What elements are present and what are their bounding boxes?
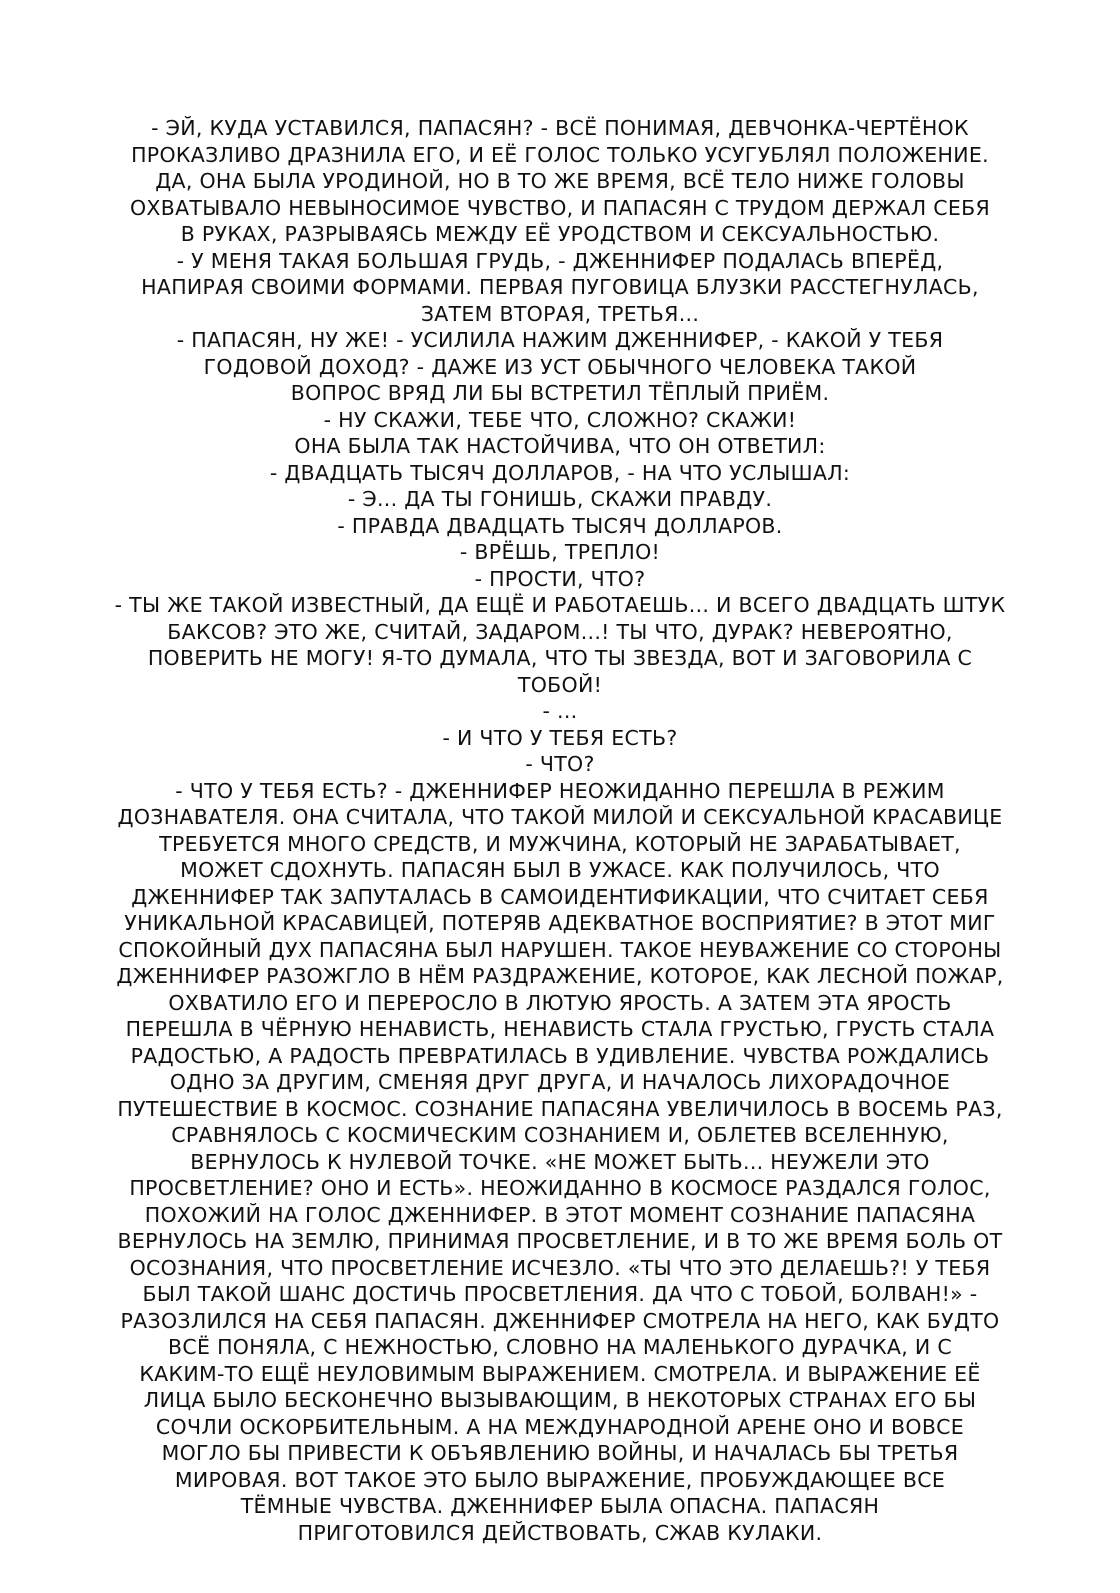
text-line: УНИКАЛЬНОЙ КРАСАВИЦЕЙ, ПОТЕРЯВ АДЕКВАТНОЕ ВОСПРИЯТИЕ? В ЭТОТ МИГ xyxy=(124,911,996,935)
text-line: ОХВАТИЛО ЕГО И ПЕРЕРОСЛО В ЛЮТУЮ ЯРОСТЬ. А ЗАТЕМ ЭТА ЯРОСТЬ xyxy=(168,990,952,1015)
text-line: ПУТЕШЕСТВИЕ В КОСМОС. СОЗНАНИЕ ПАПАСЯНА УВЕЛИЧИЛОСЬ В ВОСЕМЬ РАЗ, xyxy=(117,1096,1003,1121)
text-line: - У МЕНЯ ТАКАЯ БОЛЬШАЯ ГРУДЬ, - ДЖЕННИФЕР ПОДАЛАСЬ ВПЕРЁД, xyxy=(176,248,944,273)
text-line: МИРОВАЯ. ВОТ ТАКОЕ ЭТО БЫЛО ВЫРАЖЕНИЕ, ПРОБУЖДАЮЩЕЕ ВСЕ xyxy=(174,1467,946,1492)
text-line: - ТЫ ЖЕ ТАКОЙ ИЗВЕСТНЫЙ, ДА ЕЩЁ И РАБОТАЕШЬ... И ВСЕГО ДВАДЦАТЬ ШТУК xyxy=(114,593,1006,617)
text-line: - ЭЙ, КУДА УСТАВИЛСЯ, ПАПАСЯН? - ВСЁ ПОНИМАЯ, ДЕВЧОНКА-ЧЕРТЁНОК xyxy=(151,116,969,140)
text-line: ПОВЕРИТЬ НЕ МОГУ! Я-ТО ДУМАЛА, ЧТО ТЫ ЗВЕЗДА, ВОТ И ЗАГОВОРИЛА С xyxy=(147,646,973,670)
text-line: ГОДОВОЙ ДОХОД? - ДАЖЕ ИЗ УСТ ОБЫЧНОГО ЧЕЛОВЕКА ТАКОЙ xyxy=(203,354,917,379)
text-line: - ДВАДЦАТЬ ТЫСЯЧ ДОЛЛАРОВ, - НА ЧТО УСЛЫШАЛ: xyxy=(269,460,851,485)
text-line: ДЖЕННИФЕР ТАК ЗАПУТАЛАСЬ В САМОИДЕНТИФИКАЦИИ, ЧТО СЧИТАЕТ СЕБЯ xyxy=(131,884,989,909)
text-line: - ЧТО? xyxy=(525,752,595,776)
text-line: ВСЁ ПОНЯЛА, С НЕЖНОСТЬЮ, СЛОВНО НА МАЛЕНЬКОГО ДУРАЧКА, И С xyxy=(168,1335,952,1359)
text-line: ВЕРНУЛОСЬ НА ЗЕМЛЮ, ПРИНИМАЯ ПРОСВЕТЛЕНИЕ, И В ТО ЖЕ ВРЕМЯ БОЛЬ ОТ xyxy=(117,1229,1003,1253)
text-line: ПРОКАЗЛИВО ДРАЗНИЛА ЕГО, И ЕЁ ГОЛОС ТОЛЬКО УСУГУБЛЯЛ ПОЛОЖЕНИЕ. xyxy=(131,142,989,167)
text-line: - ПРОСТИ, ЧТО? xyxy=(474,566,646,591)
text-line: ОНА БЫЛА ТАК НАСТОЙЧИВА, ЧТО ОН ОТВЕТИЛ: xyxy=(294,434,826,458)
text-line: - ПАПАСЯН, НУ ЖЕ! - УСИЛИЛА НАЖИМ ДЖЕННИФЕР, - КАКОЙ У ТЕБЯ xyxy=(176,328,944,352)
text-line: ПОХОЖИЙ НА ГОЛОС ДЖЕННИФЕР. В ЭТОТ МОМЕНТ СОЗНАНИЕ ПАПАСЯНА xyxy=(144,1202,976,1227)
text-line: КАКИМ-ТО ЕЩЁ НЕУЛОВИМЫМ ВЫРАЖЕНИЕМ. СМОТРЕЛА. И ВЫРАЖЕНИЕ ЕЁ xyxy=(139,1361,981,1386)
text-line: ЗАТЕМ ВТОРАЯ, ТРЕТЬЯ... xyxy=(420,301,700,326)
text-line: МОЖЕТ СДОХНУТЬ. ПАПАСЯН БЫЛ В УЖАСЕ. КАК ПОЛУЧИЛОСЬ, ЧТО xyxy=(180,858,940,882)
text-line: ТЁМНЫЕ ЧУВСТВА. ДЖЕННИФЕР БЫЛА ОПАСНА. ПАПАСЯН xyxy=(240,1494,880,1518)
text-line: ПРИГОТОВИЛСЯ ДЕЙСТВОВАТЬ, СЖАВ КУЛАКИ. xyxy=(297,1520,823,1545)
text-line: МОГЛО БЫ ПРИВЕСТИ К ОБЪЯВЛЕНИЮ ВОЙНЫ, И НАЧАЛАСЬ БЫ ТРЕТЬЯ xyxy=(161,1441,959,1465)
story-text xyxy=(70,115,1050,1546)
text-line: СОЧЛИ ОСКОРБИТЕЛЬНЫМ. А НА МЕЖДУНАРОДНОЙ АРЕНЕ ОНО И ВОВСЕ xyxy=(155,1414,965,1439)
text-line: РАЗОЗЛИЛСЯ НА СЕБЯ ПАПАСЯН. ДЖЕННИФЕР СМОТРЕЛА НА НЕГО, КАК БУДТО xyxy=(120,1308,1000,1333)
text-line: ДОЗНАВАТЕЛЯ. ОНА СЧИТАЛА, ЧТО ТАКОЙ МИЛОЙ И СЕКСУАЛЬНОЙ КРАСАВИЦЕ xyxy=(117,805,1003,829)
text-line: ВОПРОС ВРЯД ЛИ БЫ ВСТРЕТИЛ ТЁПЛЫЙ ПРИЁМ. xyxy=(290,381,830,405)
text-line: - ЧТО У ТЕБЯ ЕСТЬ? - ДЖЕННИФЕР НЕОЖИДАННО ПЕРЕШЛА В РЕЖИМ xyxy=(175,778,945,803)
text-line: ТОБОЙ! xyxy=(517,672,603,697)
text-line: СРАВНЯЛОСЬ С КОСМИЧЕСКИМ СОЗНАНИЕМ И, ОБЛЕТЕВ ВСЕЛЕННУЮ, xyxy=(171,1123,949,1147)
text-line: ВЕРНУЛОСЬ К НУЛЕВОЙ ТОЧКЕ. «НЕ МОЖЕТ БЫТЬ... НЕУЖЕЛИ ЭТО xyxy=(190,1149,930,1174)
text-line: ПРОСВЕТЛЕНИЕ? ОНО И ЕСТЬ». НЕОЖИДАННО В КОСМОСЕ РАЗДАЛСЯ ГОЛОС, xyxy=(129,1176,991,1200)
text-line: - Э... ДА ТЫ ГОНИШЬ, СКАЖИ ПРАВДУ. xyxy=(347,487,773,511)
text-line: ОСОЗНАНИЯ, ЧТО ПРОСВЕТЛЕНИЕ ИСЧЕЗЛО. «ТЫ ЧТО ЭТО ДЕЛАЕШЬ?! У ТЕБЯ xyxy=(129,1255,991,1280)
text-line: ДА, ОНА БЫЛА УРОДИНОЙ, НО В ТО ЖЕ ВРЕМЯ, ВСЁ ТЕЛО НИЖЕ ГОЛОВЫ xyxy=(155,169,965,193)
text-line: ЛИЦА БЫЛО БЕСКОНЕЧНО ВЫЗЫВАЮЩИМ, В НЕКОТОРЫХ СТРАНАХ ЕГО БЫ xyxy=(143,1388,977,1412)
text-line: БЫЛ ТАКОЙ ШАНС ДОСТИЧЬ ПРОСВЕТЛЕНИЯ. ДА ЧТО С ТОБОЙ, БОЛВАН!» - xyxy=(142,1282,978,1306)
text-line: СПОКОЙНЫЙ ДУХ ПАПАСЯНА БЫЛ НАРУШЕН. ТАКОЕ НЕУВАЖЕНИЕ СО СТОРОНЫ xyxy=(118,937,1002,962)
text-line: - ВРЁШЬ, ТРЕПЛО! xyxy=(459,540,661,564)
text-line: ОХВАТЫВАЛО НЕВЫНОСИМОЕ ЧУВСТВО, И ПАПАСЯН С ТРУДОМ ДЕРЖАЛ СЕБЯ xyxy=(129,195,991,220)
text-line: - НУ СКАЖИ, ТЕБЕ ЧТО, СЛОЖНО? СКАЖИ! xyxy=(323,407,797,432)
text-line: - ... xyxy=(542,699,578,723)
text-line: ДЖЕННИФЕР РАЗОЖГЛО В НЁМ РАЗДРАЖЕНИЕ, КОТОРОЕ, КАК ЛЕСНОЙ ПОЖАР, xyxy=(116,964,1004,988)
text-line: - ПРАВДА ДВАДЦАТЬ ТЫСЯЧ ДОЛЛАРОВ. xyxy=(337,513,783,538)
text-line: ТРЕБУЕТСЯ МНОГО СРЕДСТВ, И МУЖЧИНА, КОТОРЫЙ НЕ ЗАРАБАТЫВАЕТ, xyxy=(159,831,961,856)
text-line: НАПИРАЯ СВОИМИ ФОРМАМИ. ПЕРВАЯ ПУГОВИЦА БЛУЗКИ РАССТЕГНУЛАСЬ, xyxy=(141,275,979,299)
text-line: - И ЧТО У ТЕБЯ ЕСТЬ? xyxy=(442,725,678,750)
text-line: БАКСОВ? ЭТО ЖЕ, СЧИТАЙ, ЗАДАРОМ...! ТЫ ЧТО, ДУРАК? НЕВЕРОЯТНО, xyxy=(167,619,953,644)
text-line: РАДОСТЬЮ, А РАДОСТЬ ПРЕВРАТИЛАСЬ В УДИВЛЕНИЕ. ЧУВСТВА РОЖДАЛИСЬ xyxy=(130,1043,990,1068)
text-line: ПЕРЕШЛА В ЧЁРНУЮ НЕНАВИСТЬ, НЕНАВИСТЬ СТАЛА ГРУСТЬЮ, ГРУСТЬ СТАЛА xyxy=(125,1017,995,1041)
text-line: ОДНО ЗА ДРУГИМ, СМЕНЯЯ ДРУГ ДРУГА, И НАЧАЛОСЬ ЛИХОРАДОЧНОЕ xyxy=(169,1070,951,1094)
text-line: В РУКАХ, РАЗРЫВАЯСЬ МЕЖДУ ЕЁ УРОДСТВОМ И СЕКСУАЛЬНОСТЬЮ. xyxy=(180,222,940,246)
